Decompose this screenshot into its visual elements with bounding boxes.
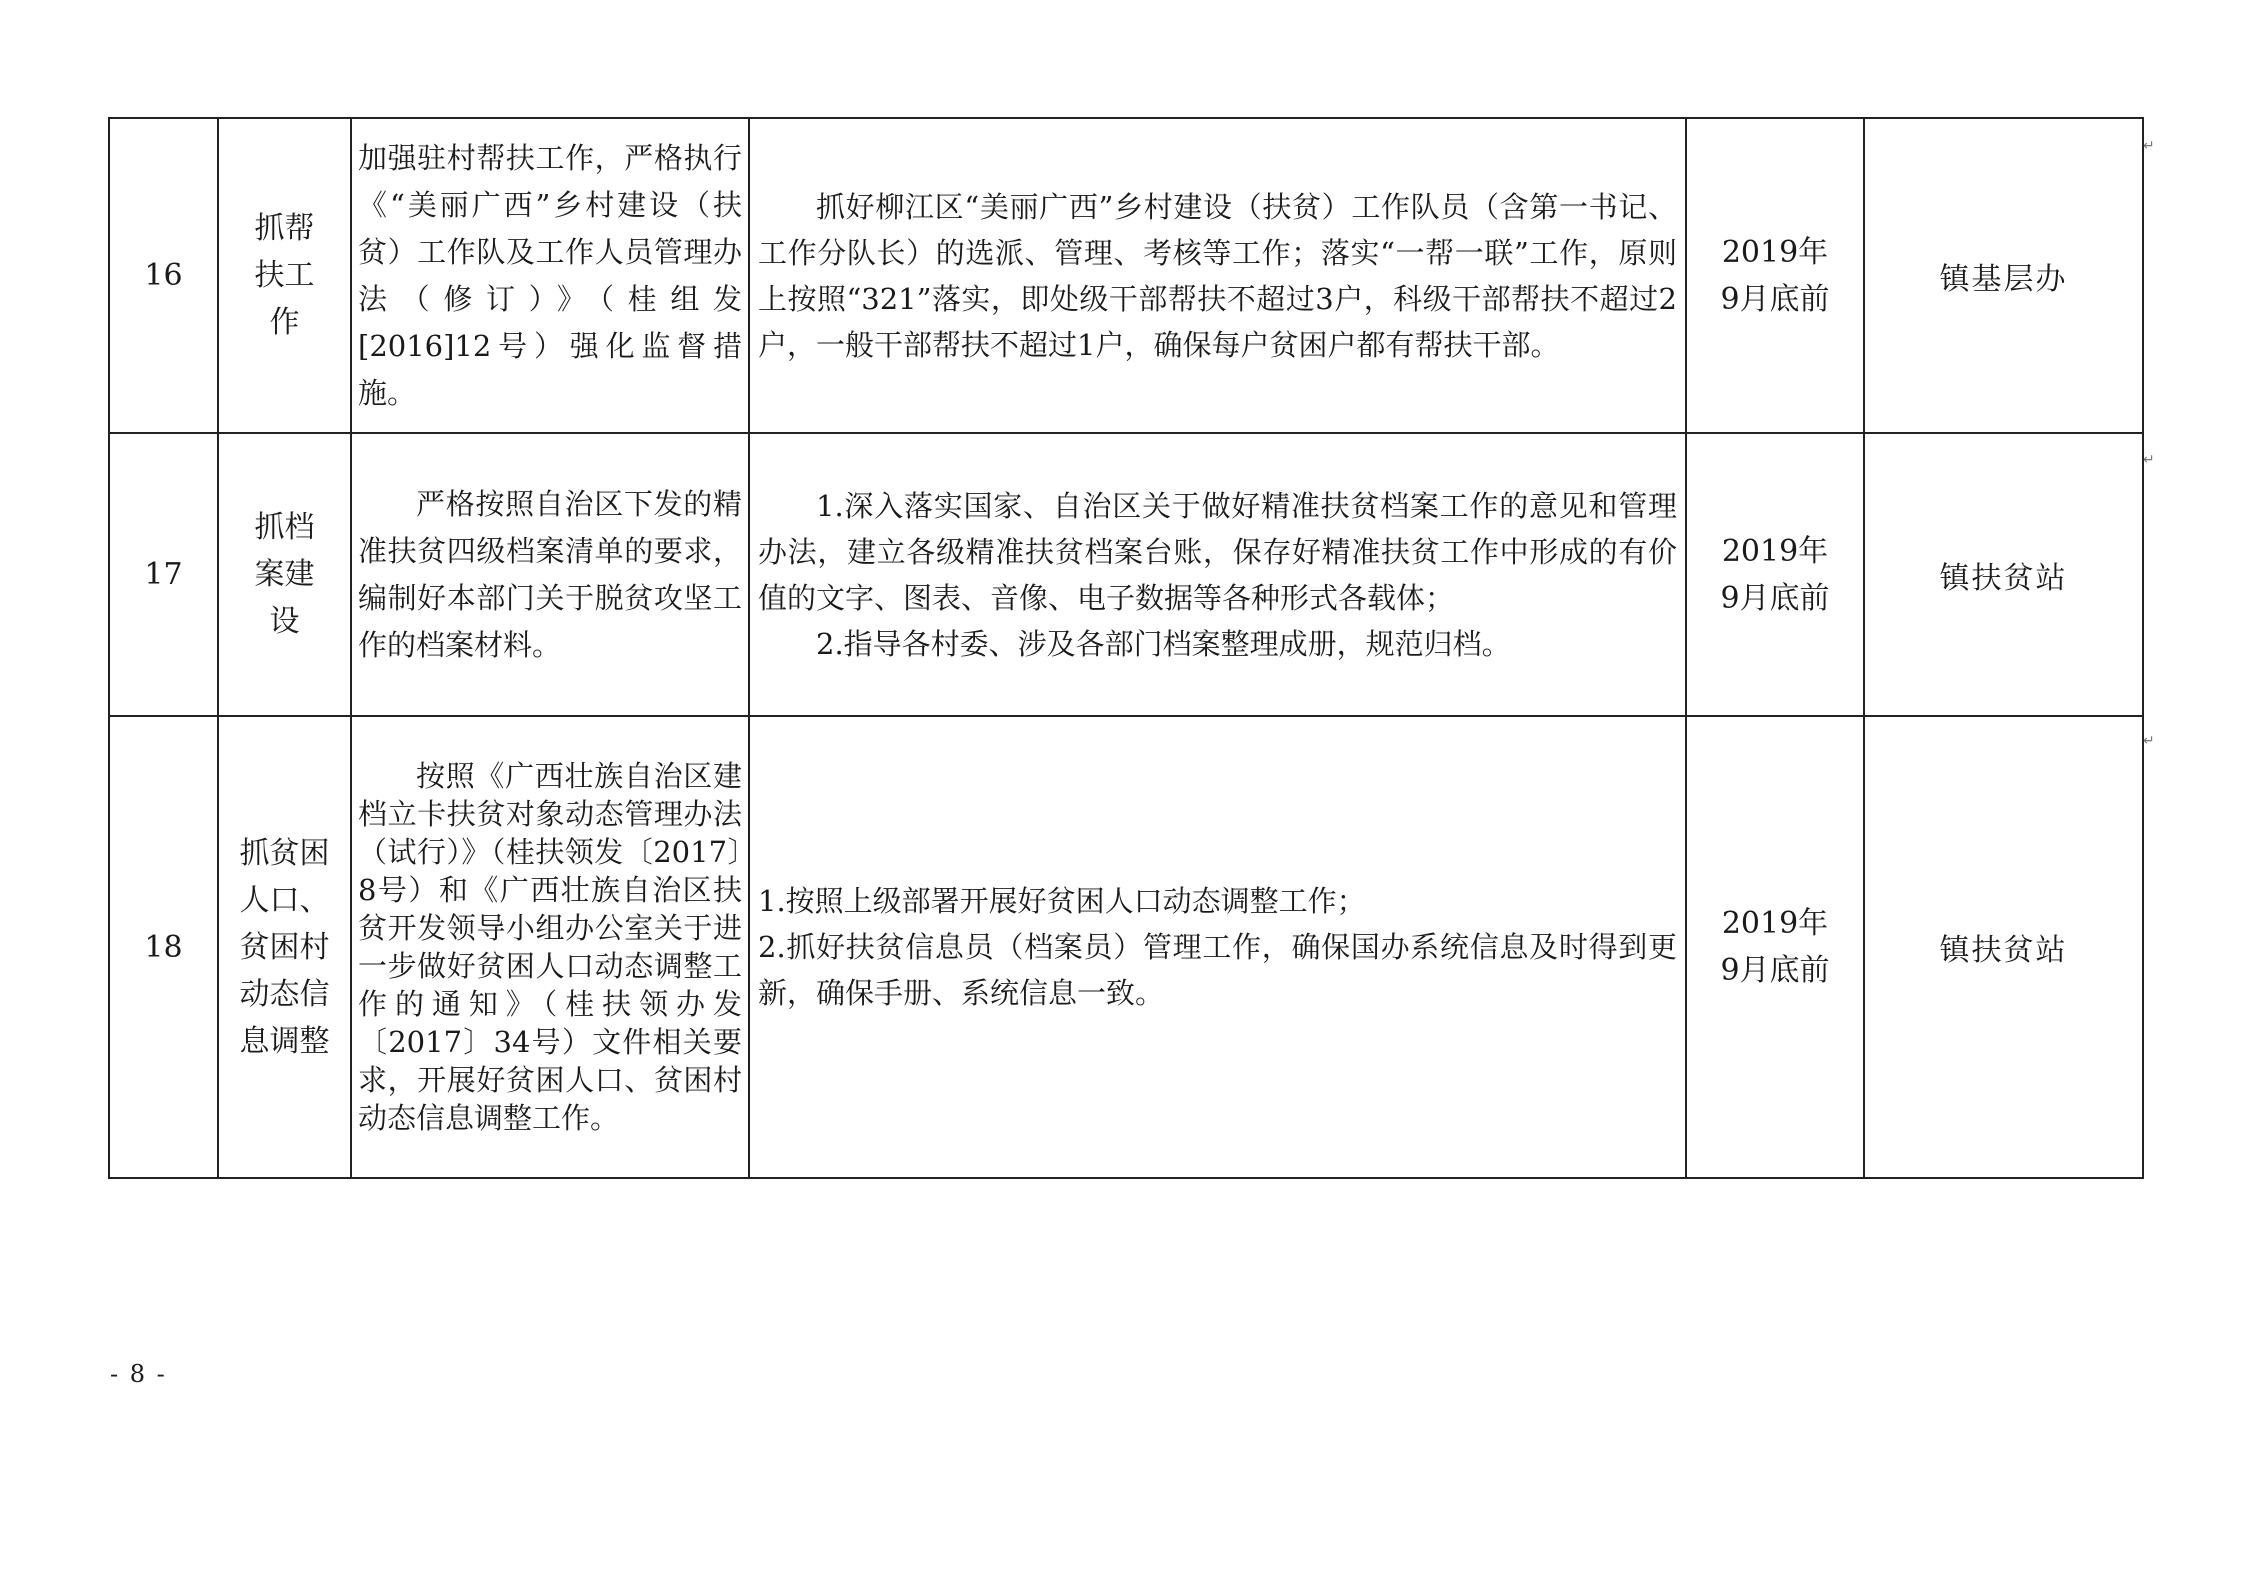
measure-paragraph: 2.指导各村委、涉及各部门档案整理成册，规范归档。	[816, 626, 1511, 661]
row-number: 18	[109, 716, 218, 1178]
row-number: 17	[109, 433, 218, 716]
task-measures	[749, 433, 1686, 716]
measure-paragraph: 抓好柳江区“美丽广西”乡村建设（扶贫）工作队员（含第一书记、工作分队长）的选派、管理、考核等工作；落实“一帮一联”工作，原则上按照“321”落实，即处级干部帮扶不超过3户，科级干部帮扶不超过2户，一般干部帮扶不超过1户，确保每户贫困户都有帮扶干部。	[758, 189, 1677, 362]
measure-paragraph: 1.深入落实国家、自治区关于做好精准扶贫档案工作的意见和管理办法，建立各级精准扶贫档案台账，保存好精准扶贫工作中形成的有价值的文字、图表、音像、电子数据等各种形式各载体；	[758, 488, 1677, 615]
task-basis-text: 严格按照自治区下发的精准扶贫四级档案清单的要求，编制好本部门关于脱贫攻坚工作的档案材料。	[358, 486, 742, 662]
responsible-unit: 镇扶贫站	[1864, 716, 2143, 1178]
deadline-month: 9月底前	[1720, 281, 1830, 317]
table-row	[109, 716, 2143, 1178]
deadline	[1686, 716, 1864, 1178]
table-row	[109, 433, 2143, 716]
task-item	[218, 716, 351, 1178]
task-item-text: 抓档案建设	[254, 510, 315, 639]
task-item	[218, 433, 351, 716]
deadline-year: 2019年	[1721, 906, 1829, 941]
responsible-unit: 镇基层办	[1864, 118, 2143, 433]
deadline	[1686, 118, 1864, 433]
task-measures	[749, 716, 1686, 1178]
deadline-year: 2019年	[1721, 533, 1829, 569]
work-plan-table	[108, 117, 2144, 1179]
paragraph-return-mark: ↵	[2143, 733, 2155, 749]
responsible-unit: 镇扶贫站	[1864, 433, 2143, 716]
task-measures	[749, 118, 1686, 433]
table-row	[109, 118, 2143, 433]
task-item-text: 抓贫困人口、贫困村动态信息调整	[239, 835, 330, 1059]
task-basis	[351, 716, 749, 1178]
task-basis-text: 加强驻村帮扶工作，严格执行《“美丽广西”乡村建设（扶贫）工作队及工作人员管理办法（修订）》（桂组发[2016]12号）强化监督措施。	[358, 140, 742, 410]
measure-paragraph: 1.按照上级部署开展好贫困人口动态调整工作；	[758, 884, 1366, 918]
task-basis	[351, 118, 749, 433]
measure-paragraph: 2.抓好扶贫信息员（档案员）管理工作，确保国办系统信息及时得到更新，确保手册、系统信息一致。	[758, 930, 1677, 1010]
task-basis	[351, 433, 749, 716]
task-basis-text: 按照《广西壮族自治区建档立卡扶贫对象动态管理办法（试行）》（桂扶领发〔2017〕8号）和《广西壮族自治区扶贫开发领导小组办公室关于进一步做好贫困人口动态调整工作的通知》（桂扶领办发〔2017〕34号）文件相关要求，开展好贫困人口、贫困村动态信息调整工作。	[358, 759, 742, 1135]
deadline-year: 2019年	[1721, 234, 1829, 270]
task-item-text: 抓帮扶工作	[254, 211, 315, 340]
deadline	[1686, 433, 1864, 716]
task-item	[218, 118, 351, 433]
deadline-month: 9月底前	[1720, 580, 1830, 616]
paragraph-return-mark: ↵	[2143, 452, 2155, 468]
row-number: 16	[109, 118, 218, 433]
paragraph-return-mark: ↵	[2143, 138, 2155, 154]
page-number: - 8 -	[110, 1360, 167, 1388]
deadline-month: 9月底前	[1720, 953, 1830, 988]
